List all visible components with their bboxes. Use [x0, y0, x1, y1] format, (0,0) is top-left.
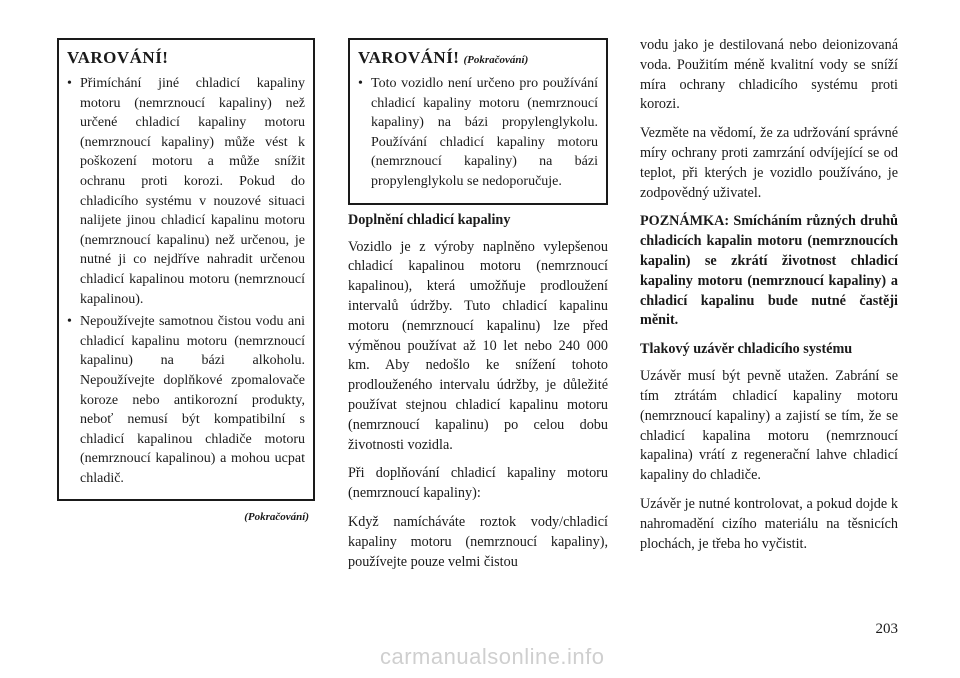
warning-list	[358, 74, 598, 192]
watermark-text: carmanualsonline.info	[380, 644, 605, 669]
body-paragraph: Vezměte na vědomí, že za udržování správné míry ochrany proti zamrzání odvíjející se od teplot, při kterých je vozidlo používáno, je zodpovědný uživatel.	[640, 125, 898, 201]
continued-note: (Pokračování)	[244, 511, 309, 524]
column-middle	[348, 38, 608, 581]
warning-box-continued	[348, 38, 608, 205]
body-paragraph: Uzávěr je nutné kontrolovat, a pokud dojde k nahromadění cizího materiálu na těsnicích plochách, je třeba ho vyčistit.	[640, 495, 898, 552]
body-paragraph: Když namícháváte roztok vody/chladicí kapaliny motoru (nemrznoucí kapaliny), používejte pouze velmi čistou	[348, 513, 608, 570]
warning-item: • Přimíchání jiné chladicí kapaliny motoru (nemrznoucí kapaliny) než určené chladicí kapaliny motoru (nemrznoucí kapaliny) může vést k poškození motoru a může snížit ochranu proti korozi. Pokud do chladicího systému v nouzové situaci nalijete jinou chladicí kapalinu motoru (nemrznoucí kapalinu) než určenou, je nutné ji co nejdříve nahradit určenou chladicí kapalinou motoru (nemrznoucí kapalinou).	[67, 74, 305, 309]
warning-list	[67, 74, 305, 488]
column-left	[57, 38, 315, 523]
body-paragraph: Vozidlo je z výroby naplněno vylepšenou chladicí kapalinou motoru (nemrznoucí kapalinou), která umožňuje prodloužení intervalů údržby. Tuto chladicí kapalinu motoru (nemrznoucí kapalinu) lze před výměnou používat až 10 let nebo 240 000 km. Aby nedošlo ke snížení tohoto prodlouženého intervalu údržby, je důležité používat stejnou chladicí kapalinu motoru (nemrznoucí kapalinu) po celou dobu životnosti vozidla.	[348, 238, 608, 453]
warning-title-text: VAROVÁNÍ!	[358, 48, 460, 67]
warning-title: VAROVÁNÍ!	[67, 48, 169, 67]
body-paragraph: Uzávěr musí být pevně utažen. Zabrání se tím ztrátám chladicí kapaliny motoru (nemrznoucí kapaliny) a zajistí se tím, že se chladicí kapalina motoru (nemrznoucí kapalina) vrátí z regenerační lahve chladicí kapaliny do chladiče.	[640, 368, 898, 484]
warning-continued-label: (Pokračování)	[463, 54, 529, 66]
section-heading: Doplnění chladicí kapaliny	[348, 211, 511, 228]
column-right	[640, 36, 898, 563]
warning-item: • Nepoužívejte samotnou čistou vodu ani chladicí kapalinu motoru (nemrznoucí kapalinu) na bázi alkoholu. Nepoužívejte doplňkové zpomalovače koroze nebo antikorozní produkty, neboť nemusí být kompatibilní s chladicí kapalinou chladiče motoru (nemrznoucí kapalinou) a mohou ucpat chladič.	[67, 312, 305, 488]
warning-item: • Toto vozidlo není určeno pro používání chladicí kapaliny motoru (nemrznoucí kapaliny) na bázi propylenglykolu. Používání chladicí kapaliny motoru (nemrznoucí kapaliny) na bázi propylenglykolu se nedoporučuje.	[358, 74, 598, 192]
body-paragraph: Při doplňování chladicí kapaliny motoru (nemrznoucí kapaliny):	[348, 465, 608, 502]
warning-box	[57, 38, 315, 501]
page-number: 203	[875, 621, 898, 637]
warning-title	[358, 48, 598, 68]
body-paragraph: vodu jako je destilovaná nebo deionizovaná voda. Použitím méně kvalitní vody se sníží míra ochrany chladicího systému proti korozi.	[640, 37, 898, 113]
section-heading: Tlakový uzávěr chladicího systému	[640, 341, 853, 358]
note-paragraph: POZNÁMKA: Smícháním různých druhů chladicích kapalin motoru (nemrznoucích kapalin) se zkrátí životnost chladicí kapaliny motoru (nemrznoucí kapaliny) a chladicí kapalinu bude nutné častěji měnit.	[640, 213, 898, 329]
